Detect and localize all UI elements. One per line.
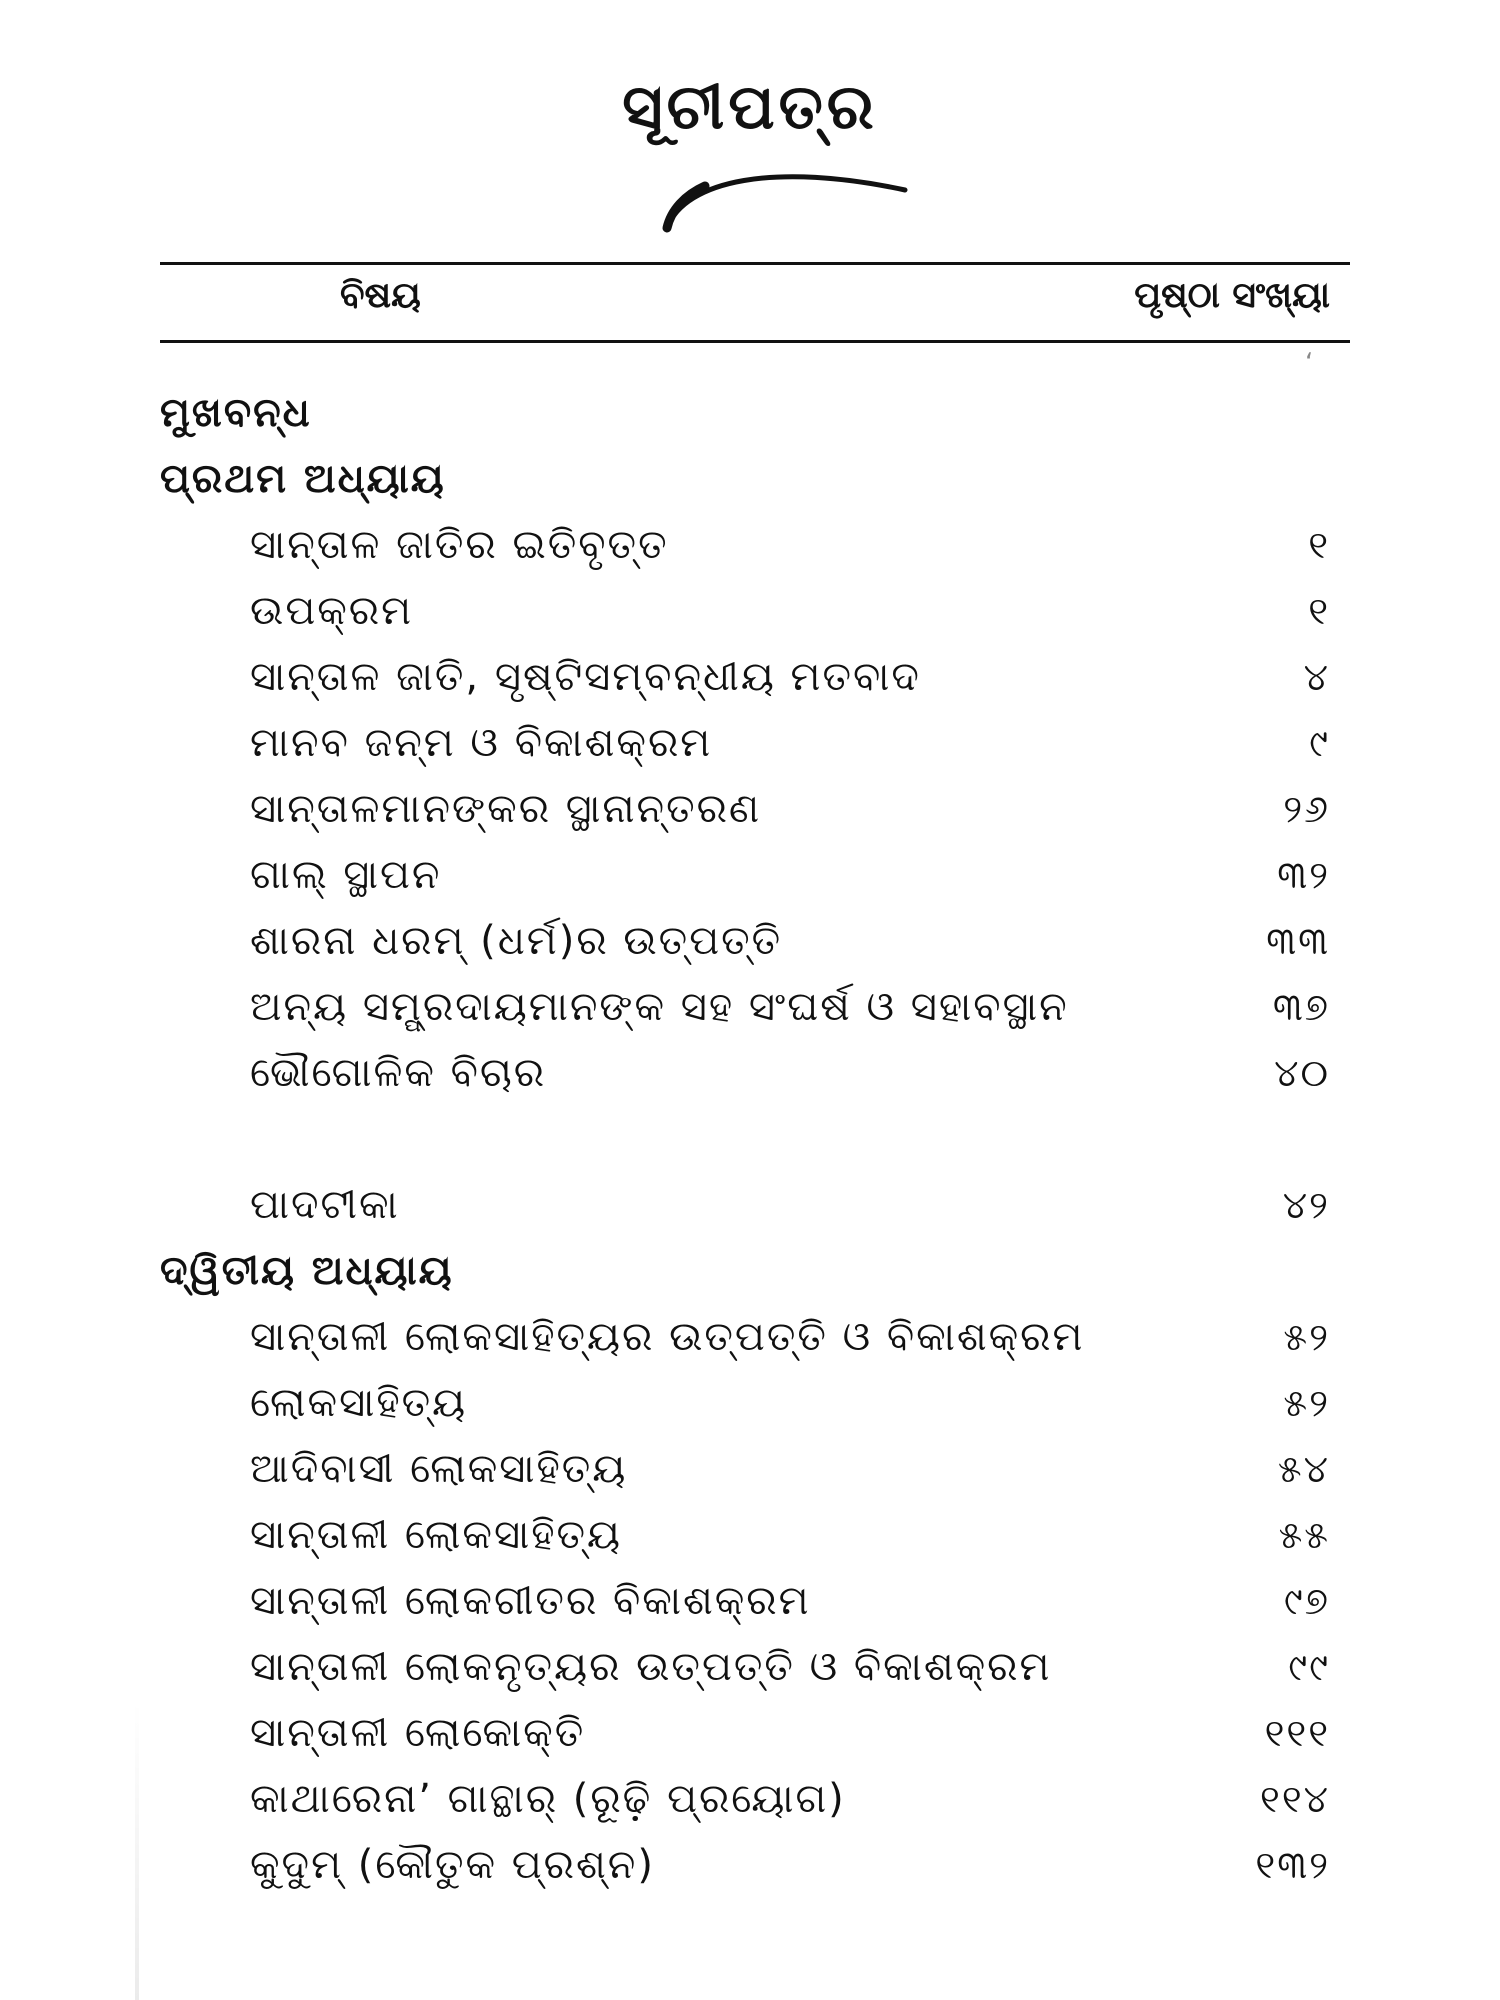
section-heading: ମୁଖବନ୍ଧ	[160, 390, 312, 436]
toc-entry-page: ୧୩୨	[1255, 1843, 1330, 1887]
toc-entry-page: ୪୦	[1274, 1051, 1330, 1095]
table-of-contents	[150, 380, 1330, 1898]
toc-entry-page: ୯୯	[1288, 1645, 1330, 1689]
toc-entry-label: ସାନ୍ତାଳମାନଙ୍କର ସ୍ଥାନାନ୍ତରଣ	[250, 786, 762, 832]
toc-entry-page: ୯୭	[1283, 1579, 1330, 1623]
toc-entry	[150, 1502, 1330, 1568]
toc-entry-label: ଆଦିବାସୀ ଲୋକସାହିତ୍ୟ	[250, 1446, 628, 1492]
toc-entry-label: ଶାରନା ଧରମ୍ (ଧର୍ମ)ର ଉତ୍ପତ୍ତି	[250, 918, 783, 964]
toc-entry-label: ଅନ୍ୟ ସମ୍ପ୍ରଦାୟମାନଙ୍କ ସହ ସଂଘର୍ଷ ଓ ସହାବସ୍ଥାନ	[250, 984, 1069, 1030]
toc-entry-page: ୧	[1308, 523, 1330, 567]
toc-entry-label: ମାନବ ଜନ୍ମ ଓ ବିକାଶକ୍ରମ	[250, 720, 713, 766]
toc-entry	[150, 644, 1330, 710]
toc-entry-page: ୨୬	[1283, 787, 1330, 831]
toc-entry-label: କାଥାରେନା’ ଗାନ୍ଥାର୍ (ରୂଢ଼ି ପ୍ରୟୋଗ)	[250, 1776, 846, 1822]
toc-entry-page: ୫୨	[1283, 1315, 1330, 1359]
toc-entry	[150, 1172, 1330, 1238]
toc-entry-page: ୪୨	[1282, 1183, 1330, 1227]
toc-entry-page: ୧୧୪	[1260, 1777, 1330, 1821]
toc-entry	[150, 1304, 1330, 1370]
section-spacer	[150, 1106, 1330, 1172]
toc-entry-label: କୁଦୁମ୍ (କୌତୁକ ପ୍ରଶ୍ନ)	[250, 1842, 655, 1888]
toc-entry-page: ୯	[1309, 721, 1330, 765]
toc-entry-label: ସାନ୍ତାଳ ଜାତି, ସୃଷ୍ଟିସମ୍ବନ୍ଧୀୟ ମତବାଦ	[250, 654, 921, 700]
toc-entry-page: ୫୪	[1277, 1447, 1330, 1491]
toc-entry	[150, 776, 1330, 842]
toc-entry-label: ଲୋକସାହିତ୍ୟ	[250, 1380, 468, 1426]
toc-entry-label: ପାଦଟୀକା	[250, 1182, 400, 1228]
toc-entry	[150, 1766, 1330, 1832]
toc-entry	[150, 710, 1330, 776]
toc-entry	[150, 1832, 1330, 1898]
toc-entry-page: ୫୫	[1278, 1513, 1330, 1557]
toc-entry	[150, 578, 1330, 644]
section-heading: ଦ୍ୱିତୀୟ ଅଧ୍ୟାୟ	[160, 1248, 454, 1294]
toc-entry	[150, 1040, 1330, 1106]
toc-entry-page: ୩୭	[1272, 985, 1330, 1029]
header-page-number: ପୃଷ୍ଠା ସଂଖ୍ୟା	[1134, 275, 1330, 316]
toc-entry-label: ସାନ୍ତାଳୀ ଲୋକସାହିତ୍ୟ	[250, 1512, 623, 1558]
toc-entry	[150, 974, 1330, 1040]
toc-entry	[150, 1634, 1330, 1700]
toc-entry-label: ଉପକ୍ରମ	[250, 588, 414, 634]
header-topic: ବିଷୟ	[340, 275, 421, 316]
toc-entry-page: ୪	[1303, 655, 1330, 699]
toc-entry	[150, 1700, 1330, 1766]
toc-entry-label: ସାନ୍ତାଳୀ ଲୋକସାହିତ୍ୟର ଉତ୍ପତ୍ତି ଓ ବିକାଶକ୍ରମ	[250, 1314, 1085, 1360]
toc-entry-page: ୧	[1308, 589, 1330, 633]
toc-entry	[150, 1370, 1330, 1436]
toc-entry-page: ୩୨	[1277, 853, 1330, 897]
toc-entry-label: ଗାଲ୍ ସ୍ଥାପନ	[250, 852, 442, 898]
toc-entry-page: ୧୧୧	[1264, 1711, 1330, 1755]
title-swash-ornament	[655, 160, 915, 235]
toc-entry-page: ୩୩	[1266, 919, 1330, 963]
toc-entry	[150, 1436, 1330, 1502]
toc-entry	[150, 908, 1330, 974]
toc-entry-label: ସାନ୍ତାଳୀ ଲୋକନୃତ୍ୟର ଉତ୍ପତ୍ତି ଓ ବିକାଶକ୍ରମ	[250, 1644, 1052, 1690]
page-title: ସୂଚୀପତ୍ର	[622, 70, 878, 143]
toc-entry-page: ୫୨	[1283, 1381, 1330, 1425]
toc-entry	[150, 512, 1330, 578]
toc-entry	[150, 842, 1330, 908]
toc-entry	[150, 1568, 1330, 1634]
toc-entry-label: ସାନ୍ତାଳ ଜାତିର ଇତିବୃତ୍ତ	[250, 522, 669, 568]
toc-entry-label: ସାନ୍ତାଳୀ ଲୋକୋକ୍ତି	[250, 1710, 586, 1756]
stray-mark: ʻ	[1305, 348, 1314, 378]
toc-entry-label: ସାନ୍ତାଳୀ ଲୋକଗୀତର ବିକାଶକ୍ରମ	[250, 1578, 811, 1624]
section-heading: ପ୍ରଥମ ଅଧ୍ୟାୟ	[160, 456, 446, 502]
header-top-rule	[160, 262, 1350, 265]
page-edge-shadow	[135, 1700, 139, 2000]
toc-entry-label: ଭୌଗୋଳିକ ବିଚାର	[250, 1050, 547, 1096]
header-bottom-rule	[160, 340, 1350, 343]
